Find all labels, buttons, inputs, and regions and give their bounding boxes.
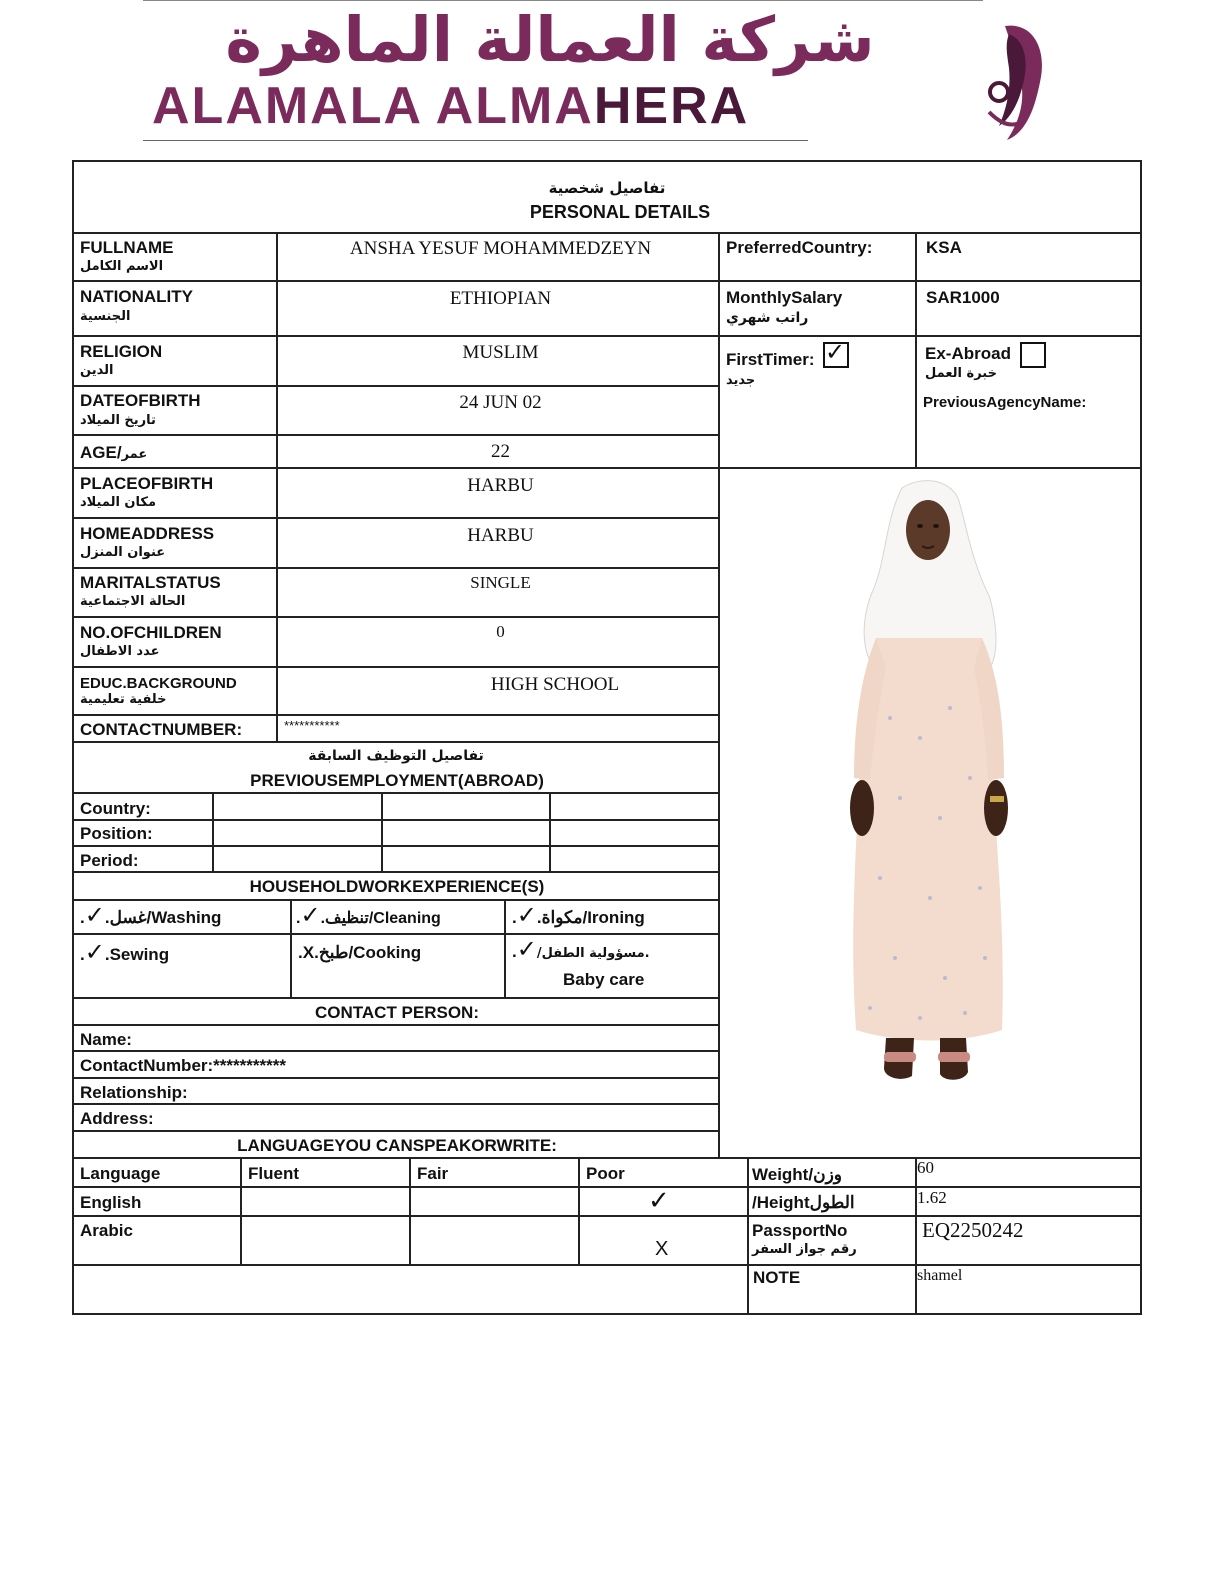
monthly-salary-label-ar: راتب شهري [726, 310, 809, 326]
personal-details-title-ar: تفاصيل شخصية [548, 179, 666, 197]
check-icon: ✓ [648, 1186, 670, 1216]
first-timer-checkbox[interactable] [823, 338, 849, 368]
field-label-ar: مكان الميلاد [80, 495, 157, 510]
ex-abroad-checkbox[interactable] [1020, 342, 1046, 368]
item-text: .غسل/Washing [104, 908, 222, 927]
language-header-poor: Poor [586, 1164, 625, 1183]
field-value: 0 [496, 622, 505, 641]
field-value: ANSHA YESUF MOHAMMEDZEYN [349, 238, 652, 259]
field-label: RELIGION [80, 342, 163, 361]
language-header-language: Language [80, 1164, 161, 1183]
household-item-ironing [512, 901, 645, 929]
check-icon: ✓ [825, 338, 846, 366]
household-item-washing [80, 901, 222, 929]
language-header-fluent: Fluent [248, 1164, 299, 1183]
bullet: . [80, 908, 85, 927]
applicant-photo [840, 478, 1020, 1088]
field-label-ar: الجنسية [80, 309, 131, 324]
field-value: ETHIOPIAN [449, 288, 552, 309]
weight-label: Weight/وزن [752, 1165, 842, 1184]
language-name: Arabic [80, 1221, 133, 1240]
bullet: . [80, 945, 85, 964]
language-title: LANGUAGEYOU CANSPEAKORWRITE: [237, 1136, 557, 1155]
field-label: HOMEADDRESS [80, 524, 215, 543]
height-value: 1.62 [917, 1188, 947, 1207]
bullet: . [512, 908, 517, 927]
field-label: CONTACTNUMBER: [80, 720, 243, 739]
field-label: MARITALSTATUS [80, 573, 221, 592]
previous-agency-label: PreviousAgencyName: [923, 394, 1087, 411]
employment-row-position: Position: [80, 824, 153, 843]
height-label: /Heightالطول [752, 1193, 855, 1212]
x-mark-icon: X [655, 1238, 669, 1260]
field-label: AGE/ [80, 443, 122, 462]
first-timer-label-ar: جديد [726, 373, 756, 388]
item-text: .طبخ/Cooking [314, 943, 422, 962]
bullet: . [296, 910, 301, 927]
item-text: .مكواة/Ironing [536, 908, 645, 927]
preferred-country-label: PreferredCountry: [726, 238, 873, 257]
company-name-arabic: شركة العمالة الماهرة [225, 3, 875, 76]
contact-person-title: CONTACT PERSON: [314, 1003, 479, 1022]
ex-abroad-label: Ex-Abroad [925, 344, 1011, 363]
field-label-ar: الاسم الكامل [80, 259, 164, 274]
first-timer-label: FirstTimer: [726, 350, 815, 369]
check-icon: ✓ [516, 901, 537, 929]
field-label-ar: الحالة الاجتماعية [80, 594, 186, 609]
contact-number: ContactNumber:*********** [80, 1056, 286, 1075]
household-item-sewing [80, 938, 170, 966]
field-label: FULLNAME [80, 238, 174, 257]
contact-name: Name: [80, 1030, 132, 1049]
field-label-ar: عدد الاطفال [80, 644, 160, 659]
woman-profile-logo-icon [985, 22, 1047, 144]
passport-value: EQ2250242 [922, 1218, 1024, 1242]
language-name: English [80, 1193, 142, 1212]
field-label-ar: عمر [121, 447, 148, 462]
passport-label: PassportNo [752, 1221, 848, 1240]
field-value: *********** [284, 718, 340, 733]
employment-title: PREVIOUSEMPLOYMENT(ABROAD) [250, 771, 544, 790]
monthly-salary-label: MonthlySalary [726, 288, 843, 307]
field-value: 24 JUN 02 [459, 392, 542, 413]
monthly-salary-value: SAR1000 [926, 288, 1000, 307]
field-label: NO.OFCHILDREN [80, 623, 222, 642]
employment-title-ar: تفاصيل التوظيف السابقة [308, 748, 484, 764]
ex-abroad-label-ar: خبرة العمل [925, 366, 997, 381]
field-label-ar: الدين [80, 363, 114, 378]
field-label-ar: خلفية تعليمية [80, 692, 167, 707]
contact-address: Address: [80, 1109, 154, 1128]
company-name-latin-b: HERA [593, 77, 750, 135]
field-label: EDUC.BACKGROUND [80, 675, 237, 692]
weight-value: 60 [917, 1158, 934, 1177]
field-label: NATIONALITY [80, 287, 194, 306]
field-value: SINGLE [470, 573, 531, 592]
language-header-fair: Fair [417, 1164, 449, 1183]
employment-row-period: Period: [80, 851, 139, 870]
household-item-cooking [298, 943, 421, 962]
field-value: HARBU [467, 525, 534, 546]
x-mark-icon: X [302, 943, 315, 962]
note-label: NOTE [753, 1268, 801, 1287]
check-icon: ✓ [84, 901, 105, 929]
field-label: DATEOFBIRTH [80, 391, 201, 410]
field-label-ar: تاريخ الميلاد [80, 413, 156, 428]
preferred-country-value: KSA [926, 238, 962, 257]
employment-row-country: Country: [80, 799, 151, 818]
note-value: shamel [917, 1267, 963, 1284]
company-name-latin [152, 77, 972, 135]
passport-label-ar: رقم جواز السفر [752, 1242, 857, 1257]
personal-details-title: PERSONAL DETAILS [529, 202, 711, 222]
company-logo [140, 0, 1060, 150]
household-item-baby-care [512, 935, 650, 963]
check-icon: ✓ [84, 938, 105, 966]
field-value: HIGH SCHOOL [490, 674, 620, 695]
bullet: . [512, 942, 517, 961]
item-text: .مسؤولية الطفل/ [536, 946, 650, 961]
field-value: 22 [491, 441, 510, 462]
field-value: HARBU [467, 475, 534, 496]
company-name-latin-a: ALAMALA ALMA [152, 77, 594, 135]
check-icon: ✓ [300, 901, 321, 929]
household-item-cleaning [296, 901, 441, 929]
household-item-baby-care-text: Baby care [563, 970, 645, 989]
field-value: MUSLIM [462, 342, 539, 363]
check-icon: ✓ [516, 935, 537, 963]
field-label-ar: عنوان المنزل [80, 545, 166, 560]
field-label: PLACEOFBIRTH [80, 474, 214, 493]
bullet: . [298, 943, 303, 962]
contact-relationship: Relationship: [80, 1083, 188, 1102]
household-title: HOUSEHOLDWORKEXPERIENCE(S) [249, 877, 545, 896]
item-text: .تنظيف/Cleaning [320, 910, 441, 927]
item-text: .Sewing [104, 945, 170, 964]
